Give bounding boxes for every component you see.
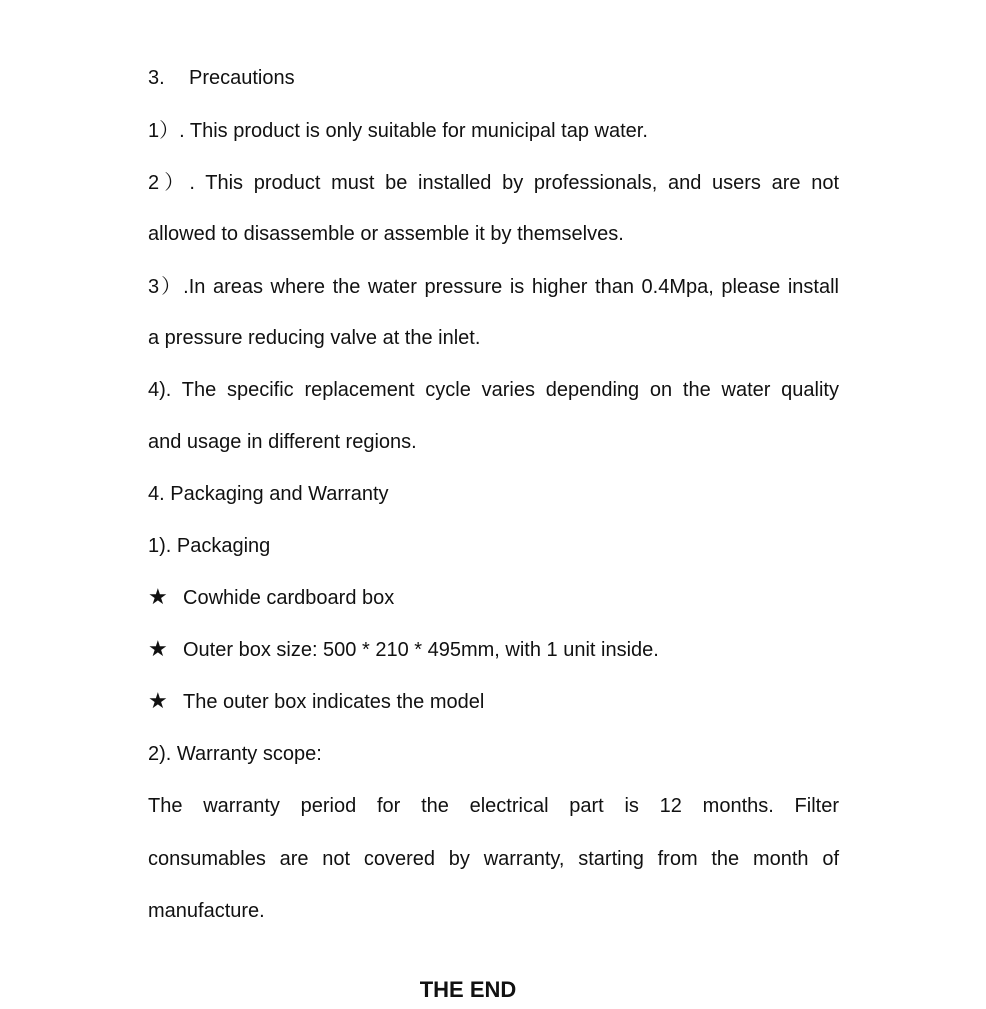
- black-star-icon: ★: [148, 689, 168, 714]
- section-4-heading: 4. Packaging and Warranty: [148, 483, 389, 505]
- precaution-item-2-line-2: allowed to disassemble or assemble it by themselves.: [148, 223, 624, 245]
- black-star-icon: ★: [148, 585, 168, 610]
- packaging-bullet-1: [148, 585, 394, 611]
- warranty-text-line-1: The warranty period for the electrical part is 12 months. Filter: [148, 795, 839, 817]
- packaging-bullet-2: [148, 637, 659, 663]
- precaution-item-3-line-2: a pressure reducing valve at the inlet.: [148, 327, 481, 349]
- packaging-heading: 1). Packaging: [148, 535, 271, 557]
- warranty-text-line-3: manufacture.: [148, 900, 265, 922]
- section-3-title: Precautions: [189, 67, 295, 89]
- warranty-heading: 2). Warranty scope:: [148, 743, 322, 765]
- packaging-bullet-text: Cowhide cardboard box: [183, 587, 395, 609]
- precaution-item-4-line-2: and usage in different regions.: [148, 431, 417, 453]
- precaution-item-3-line-1: 3）.In areas where the water pressure is higher than 0.4Mpa, please install: [148, 276, 839, 298]
- section-3-number: 3.: [148, 67, 165, 89]
- precaution-item-2-line-1: 2）. This product must be installed by professionals, and users are not: [148, 172, 839, 194]
- packaging-bullet-3: [148, 689, 484, 715]
- black-star-icon: ★: [148, 637, 168, 662]
- packaging-bullet-text: The outer box indicates the model: [183, 691, 485, 713]
- packaging-bullet-text: Outer box size: 500 * 210 * 495mm, with 1 unit inside.: [183, 639, 659, 661]
- precaution-item-1: 1）. This product is only suitable for municipal tap water.: [148, 120, 648, 142]
- the-end-title: THE END: [419, 977, 517, 1002]
- section-3-heading: [148, 65, 295, 91]
- precaution-item-4-line-1: 4). The specific replacement cycle varies depending on the water quality: [148, 379, 839, 401]
- warranty-text-line-2: consumables are not covered by warranty, starting from the month of: [148, 848, 839, 870]
